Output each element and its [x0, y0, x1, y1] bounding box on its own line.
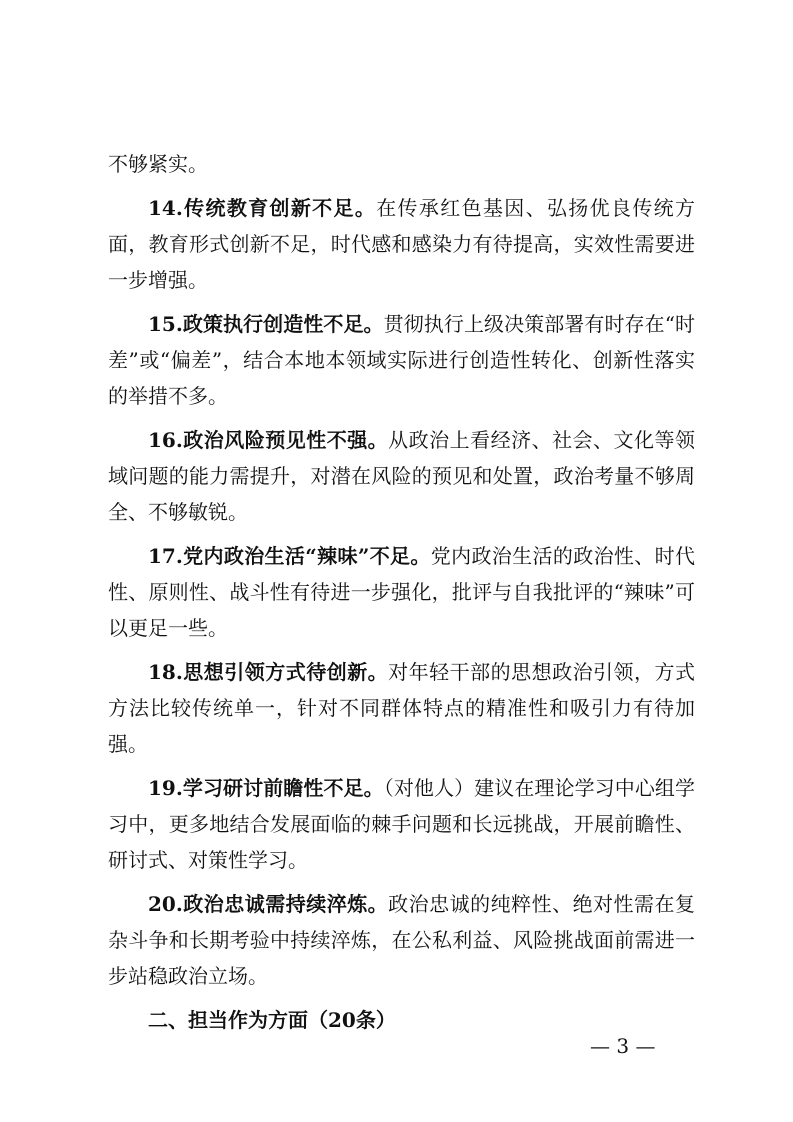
paragraph-text: 政治忠诚的纯粹性、绝对性需在复杂斗争和长期考验中持续淬炼，在公私利益、风险挑战面前需进一步站稳政治立场。	[108, 892, 696, 988]
paragraph-text: 党内政治生活的政治性、时代性、原则性、战斗性有待进一步强化，批评与自我批评的“辣味”可以更足一些。	[108, 544, 695, 640]
paragraph-lead: 20.政治忠诚需持续淬炼。	[148, 892, 389, 916]
section-heading: 二、担当作为方面（20条）	[148, 1008, 396, 1032]
paragraph-text: 对年轻干部的思想政治引领，方式方法比较传统单一，针对不同群体特点的精准性和吸引力有待加强。	[108, 660, 696, 756]
paragraph-item-14	[108, 190, 695, 298]
paragraph-lead: 19.学习研讨前瞻性不足。	[148, 776, 384, 800]
paragraph-lead: 16.政治风险预见性不强。	[148, 428, 389, 452]
paragraph-text: 在传承红色基因、弘扬优良传统方面，教育形式创新不足，时代感和感染力有待提高，实效性需要进一步增强。	[108, 196, 696, 292]
paragraph-item-17	[108, 538, 695, 646]
paragraph-text: 从政治上看经济、社会、文化等领域问题的能力需提升，对潜在风险的预见和处置，政治考量不够周全、不够敏锐。	[108, 428, 696, 524]
paragraph-text: 贯彻执行上级决策部署有时存在“时差”或“偏差”，结合本地本领域实际进行创造性转化、创新性落实的举措不多。	[108, 312, 696, 408]
paragraph-text: （对他人）建议在理论学习中心组学习中，更多地结合发展面临的棘手问题和长远挑战，开展前瞻性、研讨式、对策性学习。	[108, 776, 696, 872]
paragraph-item-19	[108, 770, 695, 878]
paragraph-lead: 17.党内政治生活“辣味”不足。	[148, 544, 431, 568]
page-number: — 3 —	[590, 1034, 656, 1058]
paragraph-lead: 14.传统教育创新不足。	[148, 196, 377, 220]
paragraph-item-16	[108, 422, 695, 530]
paragraph-continuation	[108, 146, 695, 182]
document-body	[108, 146, 695, 1038]
paragraph-item-20	[108, 886, 695, 994]
paragraph-item-15	[108, 306, 695, 414]
paragraph-item-18	[108, 654, 695, 762]
paragraph-lead: 18.思想引领方式待创新。	[148, 660, 389, 684]
paragraph-text: 不够紧实。	[108, 152, 208, 176]
paragraph-lead: 15.政策执行创造性不足。	[148, 312, 384, 336]
